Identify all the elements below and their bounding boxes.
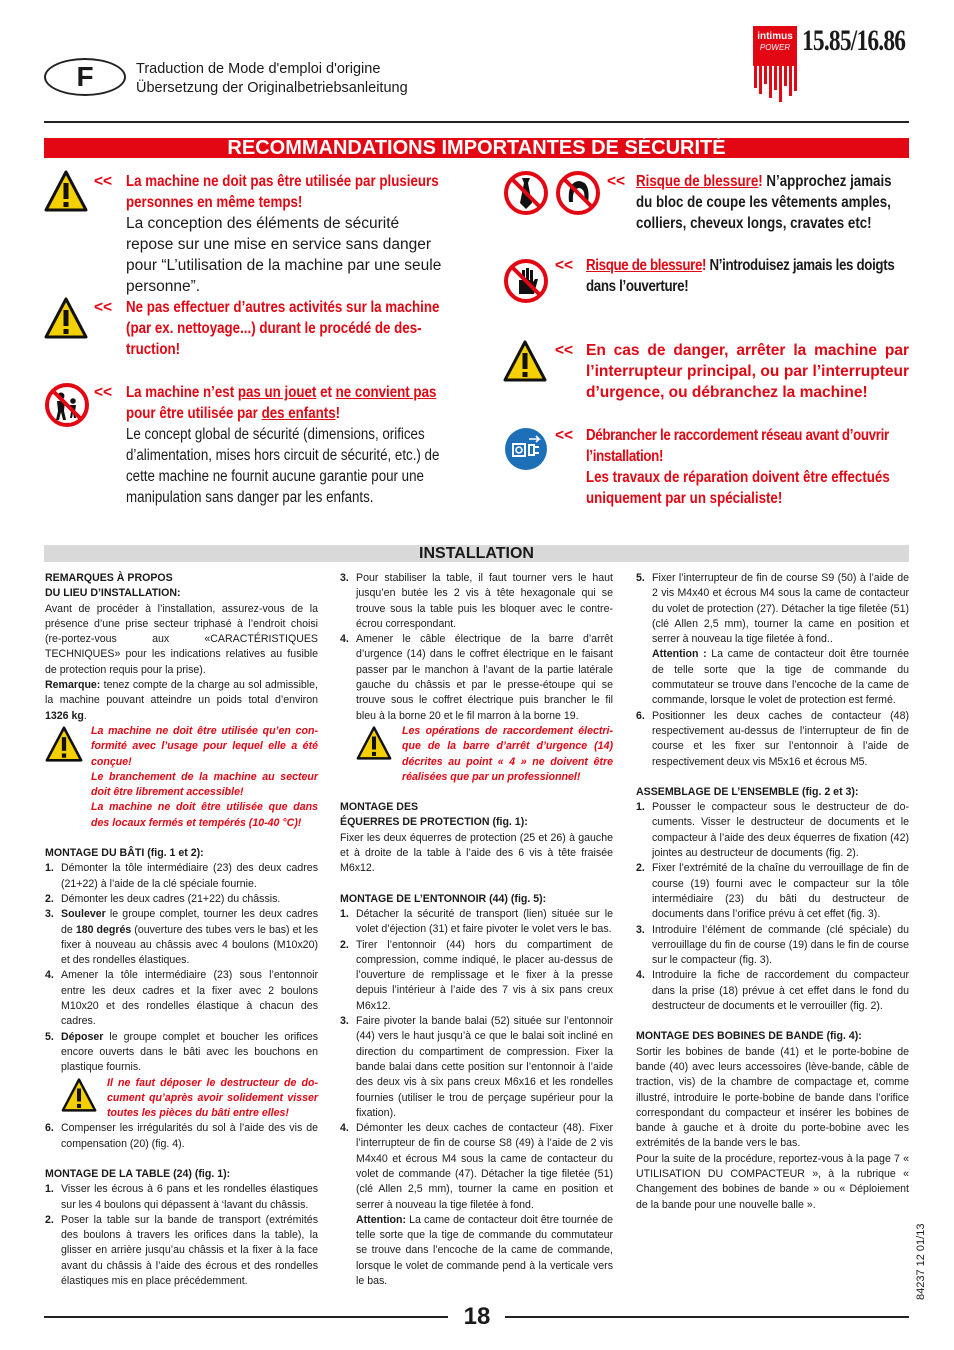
marker: << — [94, 384, 113, 401]
marker: << — [607, 173, 626, 190]
model-number: 15.85/16.86 — [802, 24, 906, 57]
section-banner: RECOMMANDATIONS IMPORTANTES DE SÉCURITÉ — [44, 138, 909, 158]
warning-triangle-icon — [44, 297, 88, 344]
marker: << — [555, 342, 574, 359]
page-number: 18 — [463, 1303, 491, 1330]
heading: MONTAGE DU BÂTI (fig. 1 et 2): — [45, 847, 204, 860]
list-item: 2. Poser la table sur la bande de transport (extrémités des boulons à travers les orifices dans la table), la glisser en arrière jusqu’au châssis et la fixer à la face avant du châssis à l’aide des écrous et des rondelles élastiques mis en place précédemment. — [45, 1213, 318, 1288]
safety-left-1-warning: La machine ne doit pas être utilisée par plusieurs personnes en même temps! — [126, 173, 439, 211]
list-item: 4. Amener la tôle intermédiaire (23) sous l’entonnoir entre les deux cadres et la fixer avec 2 boulons M10x20 et des rondelles élastique à chacun des cadres. — [45, 969, 318, 1028]
list-item: 4. Démonter les deux caches de contacteur (48). Fixer l’interrupteur de fin de course S8 (49) à l’aide de 2 vis M4x40 et écrous M4 sous la came de contacteur du volet de commande (47). Détacher la tige filetée (51) (clé Allen 2,5 mm), tourner la came en position et serrer à nouveau la tige filetée à fond. — [340, 1122, 613, 1211]
safety-right-4-warning: Débrancher le raccordement réseau avant d’ouvrir l’installation! — [586, 427, 889, 465]
safety-left-3-text: Le concept global de sécurité (dimensions, orifices d’alimentation, mises hors circuit de sécurité, etc.) de cette machine ne fournit aucune garantie pour une manipulation sans danger par les enfants. — [126, 426, 440, 506]
subtitle-fr: Traduction de Mode d'emploi d'origine — [136, 61, 381, 77]
list-item: 1. Visser les écrous à 6 pans et les rondelles élastiques sur les 4 boulons qui dépassent à ‘lavant du châssis. — [45, 1183, 318, 1211]
list-item: 3. Pour stabiliser la table, il faut tourner vers le haut jusqu’en butée les 2 vis à tête hexagonale qui se trouve sous la table puis les bloquer avec le contre-écrou correspondant. — [340, 572, 613, 630]
header-rule — [44, 121, 909, 123]
intimus-logo — [753, 26, 797, 106]
subtitle-de: Übersetzung der Originalbetriebsanleitung — [136, 80, 408, 96]
paragraph: Fixer les deux équerres de protection (25 et 26) à gauche et à droite de la table à l’aide des 6 vis à tête fraisée M6x12. — [340, 831, 613, 875]
list-item: 2. Tirer l’entonnoir (44) hors du compartiment de compression, comme indiqué, le placer au-dessus de l’ouverture de remplissage et le fixer à la presse depuis l’intérieur à l’aide des 7 vis à six pans creux M6x12. — [340, 938, 613, 1012]
list-item: 6. Compenser les irrégularités du sol à l’aide des vis de compensation (20) (fig. 4). — [45, 1122, 318, 1150]
heading: DU LIEU D’INSTALLATION: — [45, 587, 181, 600]
attention-note: Attention : La came de contacteur doit être tournée de telle sorte que la tige de commande du commutateur se trouve dans l’encoche de la came de commande, lorsque le volet de protection est fermé. — [652, 648, 909, 707]
heading: MONTAGE DES — [340, 801, 419, 814]
language-badge — [44, 58, 126, 96]
heading: ASSEMBLAGE DE L’ENSEMBLE (fig. 2 et 3): — [636, 785, 859, 798]
column-2 — [340, 571, 613, 1289]
warning-triangle-icon — [503, 340, 547, 387]
heading: MONTAGE DE L’ENTONNOIR (44) (fig. 5): — [340, 892, 547, 905]
unplug-mains-icon — [503, 426, 549, 477]
warning-note: La machine ne doit être utilisée qu’en con-formité avec l’usage pour lequel elle a été conçue! Le branchement de la machine au secteur doit être librement accessible! La machine ne doit être utilisée que dans des locaux fermés et tempérés (10-40 °C)! — [45, 724, 318, 831]
marker: << — [555, 427, 574, 444]
list-item: 2. Fixer l’extrémité de la chaîne du verrouillage de fin de course (19) fourni avec le compacteur sur la tôle intermédiaire (23) du bâti du destructeur de documents dans l’orifice prévu à cet effet (fig. 3). — [636, 862, 909, 921]
list-item: 3. Faire pivoter la bande balai (52) située sur l’entonnoir (44) vers le haut jusqu’à ce que le balai soit incliné en direction du compartiment de compression. Fixer la bande balai dans cette position sur l’entonnoir à l’aide des deux vis à six pans creux M6x16 et les rondelles fournies (utiliser le trou de perçage supérieur pour la fixation). — [340, 1015, 613, 1119]
safety-right-4-warning-2: Les travaux de réparation doivent être effectués uniquement par un spécialiste! — [586, 469, 890, 507]
column-3 — [636, 571, 909, 1213]
list-item: 3. Soulever le groupe complet, tourner les deux cadres de 180 degrés (ouverture des tubes vers le bas) et les fixer à nouveau au châssis avec 4 boulons (M10x20) et des rondelles élastiques. — [45, 908, 318, 967]
paragraph: Avant de procéder à l’installation, assurez-vous de la présence d’une prise secteur triphasé à l’endroit choisi (re-portez-vous aux «CARACTÉRISTIQUES TECHNIQUES» pour les indications relatives au fusible de protection requis pour la prise). — [45, 602, 318, 676]
warning-triangle-icon — [45, 726, 83, 762]
marker: << — [94, 173, 113, 190]
marker: << — [94, 299, 113, 316]
warning-note: Les opérations de raccordement électri-que de la barre d’arrêt d’urgence (14) décrites au point « 4 » ne doivent être réalisées que par un professionnel! — [356, 724, 613, 785]
document-code: 84237 12 01/13 — [915, 1223, 927, 1300]
paragraph: Sortir les bobines de bande (41) et le porte-bobine de bande (40) avec leurs accessoires (lève-bande, câble de traction, vis) de la chambre de compactage et, comme illustré, introduire le porte-bobine de bande dans l’orifice correspondant du compacteur et insérer les bobines de bande à gauche et à droite du porte-bobine avec les extrémités de la bande vers le bas. — [636, 1045, 909, 1150]
footer-rule-left — [44, 1316, 448, 1318]
list-item: 2. Démonter les deux cadres (21+22) du châssis. — [45, 892, 281, 905]
list-item: 3. Introduire l’élément de commande (clé spéciale) du verrouillage du fin de course (19) dans le fin de course sur le compacteur (fig. 3). — [636, 923, 909, 967]
heading: MONTAGE DES BOBINES DE BANDE (fig. 4): — [636, 1030, 862, 1043]
warning-triangle-icon — [61, 1078, 97, 1112]
list-item: 4. Introduire la fiche de raccordement du compacteur dans la prise (18) prévue à cet effet dans le fond du destructeur de documents et le verrouiller (fig. 2). — [636, 969, 909, 1013]
footer-rule-right — [505, 1316, 909, 1318]
safety-left-3-warning: La machine n’est pas un jouet et ne convient pas pour être utilisée par des enfants! — [126, 384, 437, 422]
warning-note: Il ne faut déposer le destructeur de do-cument qu’après avoir solidement visser toutes les pièces du bâti entre elles! — [61, 1076, 318, 1122]
list-item: 1. Pousser le compacteur sous le destructeur de do-cuments. Visser le destructeur de documents et le compacteur à l’aide des deux équerres de fixation (42) jointes au destructeur de documents (fig. 2). — [636, 801, 909, 860]
marker: << — [555, 257, 574, 274]
heading: REMARQUES À PROPOS — [45, 572, 173, 584]
language-code: F — [76, 61, 94, 92]
attention-note: Attention: La came de contacteur doit être tournée de telle sorte que la tige de commande du commutateur se trouve dans l’encoche de la came de commande, lorsque le volet de commande pend à la verticale vers le bas. — [356, 1213, 613, 1288]
no-long-hair-icon — [555, 170, 601, 221]
list-item: 6. Positionner les deux caches de contacteur (48) respectivement au-dessus de l’interrupteur de fin de course et les fixer sur l’entonnoir à l’aide de respectivement deux vis M5x16 et écrous M5. — [636, 709, 909, 768]
list-item: 1. Démonter la tôle intermédiaire (23) des deux cadres (21+22) à l’aide de la clé spéciale fournie. — [45, 862, 318, 890]
list-item: 5. Fixer l’interrupteur de fin de course S9 (50) à l’aide de 2 vis M4x40 et écrous M4 sous la came de contacteur du volet de protection (27). Détacher la tige filetée (51) (clé Allen 2,5 mm), tourner la came en position et serrer à nouveau la tige filetée à fond.. — [636, 572, 909, 646]
no-fingers-icon — [503, 258, 549, 309]
warning-triangle-icon — [44, 170, 88, 217]
no-tie-icon — [503, 170, 549, 221]
document-subtitle — [136, 60, 408, 98]
paragraph: Remarque: tenez compte de la charge au sol admissible, la machine pouvant atteindre un poids total d’environ 1326 kg. — [45, 679, 318, 722]
heading: MONTAGE DE LA TABLE (24) (fig. 1): — [45, 1167, 231, 1180]
safety-left-2-warning: Ne pas effectuer d’autres activités sur la machine (par ex. nettoyage...) durant le procédé de des-truction! — [126, 299, 440, 358]
warning-triangle-icon — [356, 726, 392, 760]
safety-left-1-text: La conception des éléments de sécurité repose sur une mise en service sans danger pour “L’utilisation de la machine par une seule personne”. — [126, 215, 442, 295]
heading: ÉQUERRES DE PROTECTION (fig. 1): — [340, 816, 528, 829]
paragraph: Pour la suite de la procédure, reportez-vous à la page 7 « UTILISATION DU COMPACTEUR », à la rubrique « Changement des bobines de bande » ou « Déploiement de la bande pour une nouvelle balle ». — [636, 1152, 909, 1211]
list-item: 1. Détacher la sécurité de transport (lien) située sur le volet d’éjection (31) et faire pivoter le volet vers le bas. — [340, 907, 613, 936]
no-children-icon — [44, 382, 90, 433]
list-item: 4. Amener le câble électrique de la barre d’arrêt d’urgence (14) dans le coffret électrique en le faisant passer par le manchon à l’avant de la partie latérale gauche du châssis et par le presse-étoupe qui se trouve sous le coffret électrique puis brancher le fil bleu à la borne 20 et le fil marron à la borne 19. — [340, 633, 613, 722]
safety-right-3-warning: En cas de danger, arrêter la machine par l’interrupteur principal, ou par l’interrupteur d’urgence, ou débranchez la machine! — [586, 342, 909, 401]
installation-title: INSTALLATION — [419, 545, 534, 562]
column-1 — [45, 571, 318, 1289]
brand-sub-text: POWER — [759, 43, 791, 52]
list-item: 5. Déposer le groupe complet et boucher les orifices encore ouverts dans le bâti avec les bouchons en plastique fournis. — [45, 1030, 318, 1074]
brand-text: intimus — [757, 31, 793, 42]
